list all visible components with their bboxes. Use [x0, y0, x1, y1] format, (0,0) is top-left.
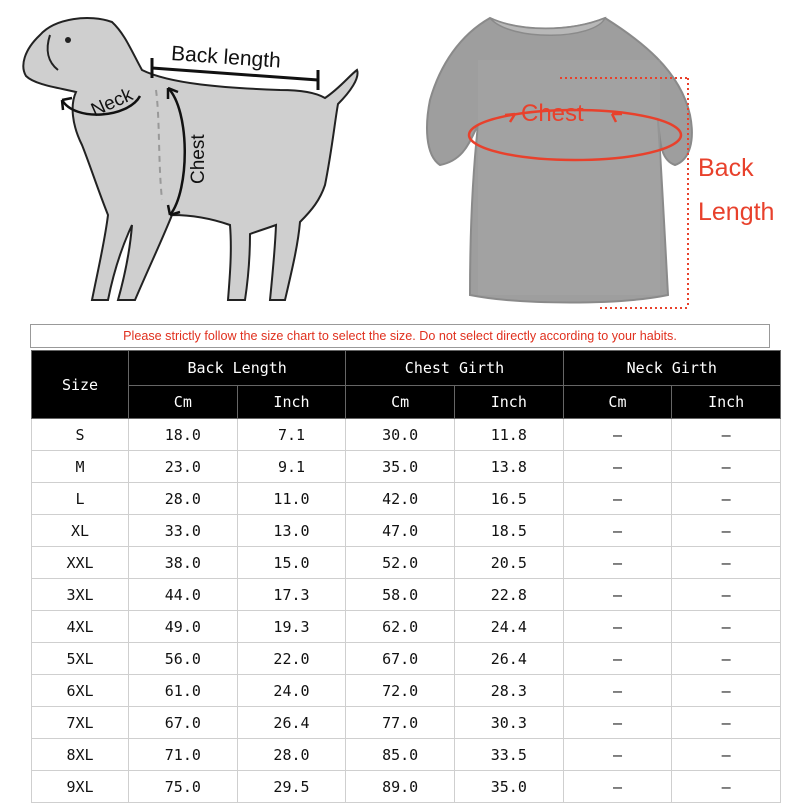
cell-chest-cm: 52.0: [346, 547, 455, 579]
cell-back-cm: 18.0: [129, 419, 238, 451]
cell-neck-inch: –: [672, 643, 781, 675]
group-header-chest-girth: Chest Girth: [346, 351, 563, 386]
cell-back-cm: 23.0: [129, 451, 238, 483]
cell-back-inch: 17.3: [237, 579, 346, 611]
unit-header: Cm: [129, 386, 238, 419]
cell-chest-inch: 35.0: [454, 771, 563, 803]
cell-chest-cm: 62.0: [346, 611, 455, 643]
cell-chest-cm: 85.0: [346, 739, 455, 771]
cell-size: XXL: [32, 547, 129, 579]
cell-neck-cm: –: [563, 707, 672, 739]
cell-chest-inch: 16.5: [454, 483, 563, 515]
cell-chest-cm: 47.0: [346, 515, 455, 547]
cell-chest-inch: 13.8: [454, 451, 563, 483]
cell-back-cm: 38.0: [129, 547, 238, 579]
cell-back-inch: 28.0: [237, 739, 346, 771]
table-row: [32, 483, 781, 515]
cell-neck-cm: –: [563, 611, 672, 643]
cell-neck-inch: –: [672, 515, 781, 547]
cell-size: 7XL: [32, 707, 129, 739]
cell-neck-cm: –: [563, 675, 672, 707]
size-chart-table: [31, 350, 781, 803]
cell-chest-cm: 67.0: [346, 643, 455, 675]
cell-neck-inch: –: [672, 419, 781, 451]
cell-neck-cm: –: [563, 483, 672, 515]
cell-back-inch: 24.0: [237, 675, 346, 707]
cell-back-cm: 61.0: [129, 675, 238, 707]
cell-neck-inch: –: [672, 611, 781, 643]
table-row: [32, 675, 781, 707]
cell-neck-cm: –: [563, 771, 672, 803]
cell-back-cm: 67.0: [129, 707, 238, 739]
table-row: [32, 707, 781, 739]
cell-size: XL: [32, 515, 129, 547]
cell-chest-inch: 18.5: [454, 515, 563, 547]
cell-neck-inch: –: [672, 483, 781, 515]
table-row: [32, 451, 781, 483]
cell-chest-inch: 20.5: [454, 547, 563, 579]
cell-neck-cm: –: [563, 515, 672, 547]
table-row: [32, 611, 781, 643]
cell-back-cm: 44.0: [129, 579, 238, 611]
group-header-back-length: Back Length: [129, 351, 346, 386]
cell-neck-inch: –: [672, 451, 781, 483]
cell-chest-cm: 30.0: [346, 419, 455, 451]
cell-neck-cm: –: [563, 547, 672, 579]
neck-label: Neck: [88, 84, 137, 122]
cell-size: 5XL: [32, 643, 129, 675]
cell-size: 4XL: [32, 611, 129, 643]
cell-chest-cm: 35.0: [346, 451, 455, 483]
cell-size: 6XL: [32, 675, 129, 707]
cell-chest-inch: 28.3: [454, 675, 563, 707]
unit-header: Cm: [346, 386, 455, 419]
table-row: [32, 419, 781, 451]
cell-back-cm: 71.0: [129, 739, 238, 771]
cell-neck-inch: –: [672, 675, 781, 707]
cell-neck-cm: –: [563, 739, 672, 771]
table-row: [32, 579, 781, 611]
unit-header: Inch: [672, 386, 781, 419]
cell-chest-inch: 33.5: [454, 739, 563, 771]
sweater-back-length-label: [698, 146, 774, 234]
illustration-graphics: [0, 0, 800, 322]
cell-size: S: [32, 419, 129, 451]
illustration-area: [0, 0, 800, 322]
cell-back-inch: 13.0: [237, 515, 346, 547]
unit-header: Inch: [237, 386, 346, 419]
cell-neck-inch: –: [672, 579, 781, 611]
cell-back-cm: 49.0: [129, 611, 238, 643]
cell-back-cm: 75.0: [129, 771, 238, 803]
back-length-label: Back length: [170, 42, 282, 73]
cell-size: L: [32, 483, 129, 515]
cell-neck-inch: –: [672, 707, 781, 739]
cell-back-inch: 15.0: [237, 547, 346, 579]
table-row: [32, 547, 781, 579]
cell-chest-inch: 24.4: [454, 611, 563, 643]
cell-neck-cm: –: [563, 579, 672, 611]
cell-back-inch: 7.1: [237, 419, 346, 451]
cell-chest-cm: 58.0: [346, 579, 455, 611]
cell-back-inch: 29.5: [237, 771, 346, 803]
sweater-back-label-line2: Length: [698, 198, 775, 226]
cell-back-cm: 33.0: [129, 515, 238, 547]
cell-back-inch: 11.0: [237, 483, 346, 515]
chest-label: Chest: [188, 134, 209, 184]
cell-neck-cm: –: [563, 419, 672, 451]
size-rows: [32, 419, 781, 803]
cell-back-inch: 22.0: [237, 643, 346, 675]
cell-neck-cm: –: [563, 451, 672, 483]
cell-size: 9XL: [32, 771, 129, 803]
cell-chest-inch: 26.4: [454, 643, 563, 675]
cell-neck-inch: –: [672, 739, 781, 771]
group-header-neck-girth: Neck Girth: [563, 351, 780, 386]
cell-size: M: [32, 451, 129, 483]
cell-back-inch: 9.1: [237, 451, 346, 483]
cell-back-inch: 19.3: [237, 611, 346, 643]
cell-chest-cm: 72.0: [346, 675, 455, 707]
table-row: [32, 771, 781, 803]
cell-neck-cm: –: [563, 643, 672, 675]
cell-chest-inch: 30.3: [454, 707, 563, 739]
unit-header: Inch: [454, 386, 563, 419]
cell-back-inch: 26.4: [237, 707, 346, 739]
cell-neck-inch: –: [672, 547, 781, 579]
cell-size: 3XL: [32, 579, 129, 611]
cell-back-cm: 28.0: [129, 483, 238, 515]
unit-header: Cm: [563, 386, 672, 419]
cell-chest-inch: 22.8: [454, 579, 563, 611]
cell-size: 8XL: [32, 739, 129, 771]
table-row: [32, 515, 781, 547]
cell-chest-cm: 42.0: [346, 483, 455, 515]
table-row: [32, 739, 781, 771]
table-row: [32, 643, 781, 675]
sweater-chest-label: Chest: [521, 100, 584, 127]
cell-neck-inch: –: [672, 771, 781, 803]
cell-chest-inch: 11.8: [454, 419, 563, 451]
size-header: Size: [32, 351, 129, 419]
cell-back-cm: 56.0: [129, 643, 238, 675]
size-notice: Please strictly follow the size chart to select the size. Do not select directly according to your habits.: [30, 324, 770, 348]
cell-chest-cm: 77.0: [346, 707, 455, 739]
cell-chest-cm: 89.0: [346, 771, 455, 803]
sweater-back-label-line1: Back: [698, 154, 754, 182]
